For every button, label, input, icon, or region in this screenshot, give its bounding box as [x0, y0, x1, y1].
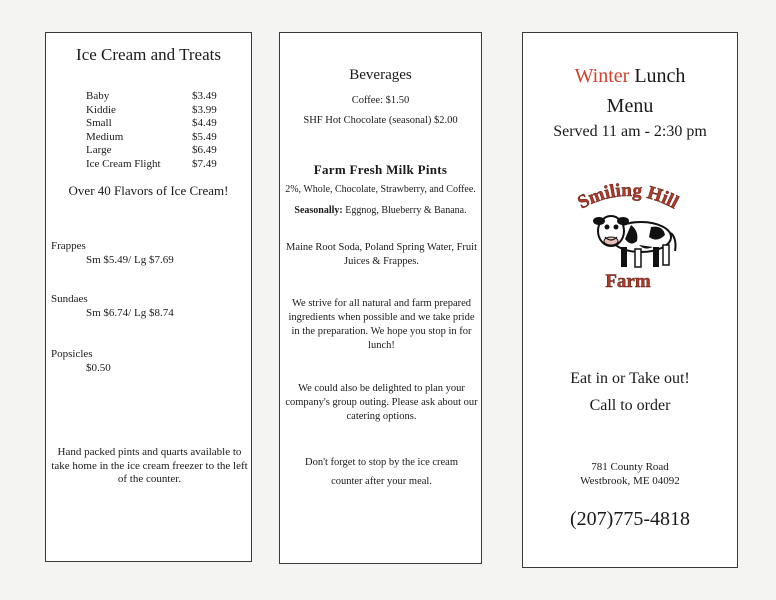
milk-flavors: 2%, Whole, Chocolate, Strawberry, and Coffee.: [285, 184, 476, 195]
take-home-note: Hand packed pints and quarts available to take home in the ice cream freezer to the left of the counter.: [51, 446, 248, 485]
price-row-kiddie: [86, 104, 248, 118]
sundaes-price: Sm $6.74/ Lg $8.74: [86, 307, 174, 319]
drinks-list: Maine Root Soda, Poland Spring Water, Fruit Juices & Frappes.: [285, 242, 478, 267]
item-name: Baby: [86, 90, 110, 102]
call-to-order: Call to order: [589, 397, 671, 414]
ice-cream-heading: Ice Cream and Treats: [76, 45, 221, 64]
item-name: Small: [86, 117, 112, 129]
logo-farm-text: Farm: [605, 271, 651, 292]
item-price: $4.49: [192, 117, 217, 129]
seasonal-line: [280, 205, 481, 216]
ice-cream-panel: [45, 32, 252, 562]
popsicles-title: Popsicles: [51, 348, 93, 360]
seasonal-label: Seasonally:: [294, 205, 343, 216]
natural-ingredients-note: We strive for all natural and farm prepared ingredients when possible and we take pride in the preparation. We hope you stop in for lunch!: [288, 298, 475, 351]
item-name: Ice Cream Flight: [86, 157, 161, 170]
price-row-large: [86, 144, 248, 158]
frappes-title: Frappes: [51, 240, 86, 252]
menu-word: Menu: [606, 95, 654, 117]
item-price: $3.49: [192, 90, 217, 102]
item-name: Large: [86, 144, 112, 156]
address-city: Westbrook, ME 04092: [580, 475, 680, 487]
item-price: $6.49: [192, 144, 217, 156]
eat-in-take-out: Eat in or Take out!: [570, 370, 690, 387]
price-row-baby: [86, 90, 248, 104]
lunch-word: Lunch: [634, 65, 686, 87]
item-price: $7.49: [192, 157, 217, 170]
popsicles-price: $0.50: [86, 362, 111, 374]
item-price: $3.99: [192, 103, 217, 116]
flavors-note: Over 40 Flavors of Ice Cream!: [68, 183, 229, 198]
price-row-small: [86, 117, 248, 131]
item-price: $5.49: [192, 130, 217, 143]
item-name: Medium: [86, 130, 124, 143]
ice-cream-counter-note: Don't forget to stop by the ice cream counter after your meal.: [304, 457, 459, 487]
item-name: Kiddie: [86, 103, 116, 116]
served-hours: Served 11 am - 2:30 pm: [553, 123, 707, 140]
cover-panel: [522, 32, 738, 568]
catering-note: We could also be delighted to plan your company's group outing. Please ask about our catering options.: [285, 383, 478, 422]
logo-arc-text: Smiling Hill: [574, 179, 682, 214]
hot-chocolate-price: SHF Hot Chocolate (seasonal) $2.00: [303, 115, 458, 126]
price-row-flight: [86, 158, 248, 172]
cow-icon: [593, 216, 676, 267]
milk-heading: Farm Fresh Milk Pints: [313, 162, 448, 177]
price-row-medium: [86, 131, 248, 145]
winter-word: Winter: [574, 65, 630, 87]
beverages-heading: Beverages: [349, 67, 412, 83]
seasonal-flavors: Eggnog, Blueberry & Banana.: [345, 205, 467, 216]
sundaes-title: Sundaes: [51, 293, 88, 305]
frappes-price: Sm $5.49/ Lg $7.69: [86, 254, 174, 266]
address-street: 781 County Road: [591, 461, 669, 473]
beverages-panel: [279, 32, 482, 564]
coffee-price: Coffee: $1.50: [351, 95, 410, 106]
smiling-hill-farm-logo: [553, 175, 703, 295]
menu-title-line: [523, 65, 737, 88]
phone-number: (207)775-4818: [570, 508, 690, 530]
